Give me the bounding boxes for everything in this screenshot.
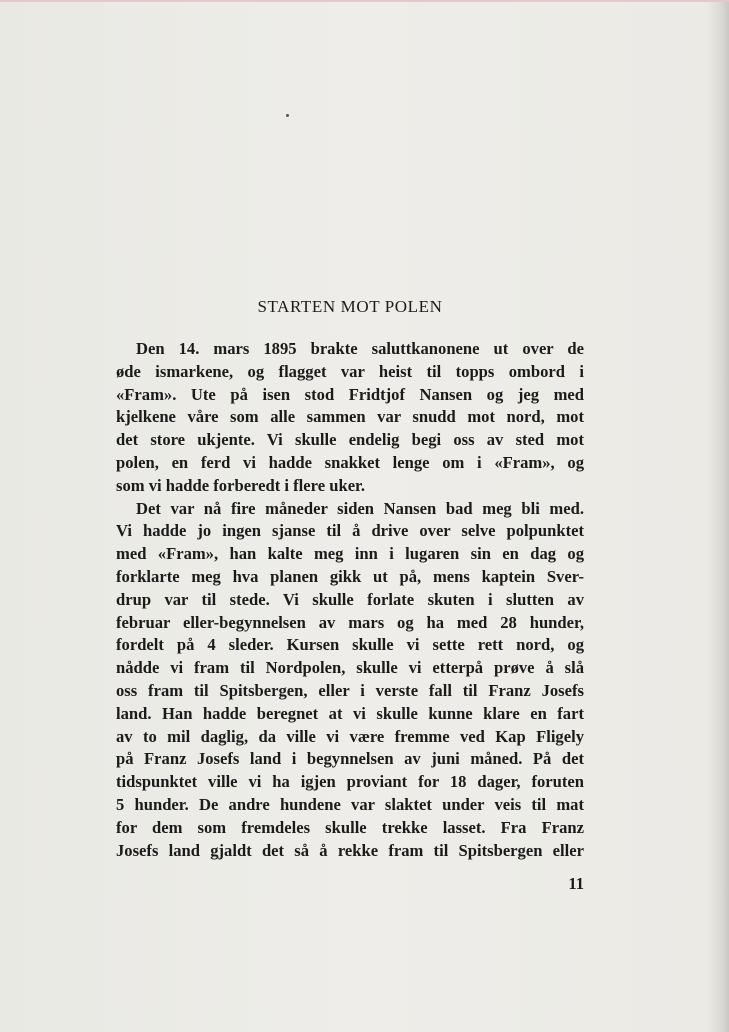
text-line: tidspunktet ville vi ha igjen proviant for 18 dager, foruten	[116, 772, 584, 792]
text-line: Den 14. mars 1895 brakte saluttkanonene ut over de	[136, 339, 584, 358]
text-line: 5 hunder. De andre hundene var slaktet under veis til mat	[116, 794, 584, 814]
text-line: øde ismarkene, og flagget var heist til topps ombord i	[116, 361, 584, 381]
text-line: på Franz Josefs land i begynnelsen av juni måned. På det	[116, 749, 584, 769]
page-number: 11	[568, 874, 584, 893]
text-line: fordelt på 4 sleder. Kursen skulle vi sette rett nord, og	[116, 635, 584, 655]
text-line: Josefs land gjaldt det så å rekke fram til Spitsbergen eller	[116, 840, 584, 860]
text-line: kjelkene våre som alle sammen var snudd mot nord, mot	[116, 407, 584, 427]
text-line: forklarte meg hva planen gikk ut på, mens kaptein Sver-	[116, 566, 584, 586]
text-line: Vi hadde jo ingen sjanse til å drive over selve polpunktet	[116, 521, 584, 541]
text-line: drup var til stede. Vi skulle forlate skuten i slutten av	[116, 589, 584, 609]
text-line: land. Han hadde beregnet at vi skulle kunne klare en fart	[116, 703, 584, 723]
text-line: for dem som fremdeles skulle trekke lasset. Fra Franz	[116, 817, 584, 837]
text-line: Det var nå fire måneder siden Nansen bad meg bli med.	[136, 498, 584, 518]
chapter-title: STARTEN MOT POLEN	[257, 297, 443, 316]
speck	[286, 114, 289, 117]
text-line: februar eller-begynnelsen av mars og ha med 28 hunder,	[116, 612, 584, 632]
text-line: av to mil daglig, da ville vi være fremme ved Kap Fligely	[116, 726, 584, 746]
text-line: nådde vi fram til Nordpolen, skulle vi etterpå prøve å slå	[116, 658, 584, 678]
text-line: «Fram». Ute på isen stod Fridtjof Nansen og jeg med	[116, 384, 584, 404]
text-line: det store ukjente. Vi skulle endelig begi oss av sted mot	[116, 430, 584, 450]
text-line: med «Fram», han kalte meg inn i lugaren sin en dag og	[116, 544, 584, 564]
text-line: som vi hadde forberedt i flere uker.	[116, 475, 366, 495]
text-line: oss fram til Spitsbergen, eller i verste fall til Franz Josefs	[116, 680, 584, 700]
text-line: polen, en ferd vi hadde snakket lenge om i «Fram», og	[116, 452, 584, 472]
body-text	[116, 338, 584, 862]
page-top-edge	[0, 0, 729, 2]
